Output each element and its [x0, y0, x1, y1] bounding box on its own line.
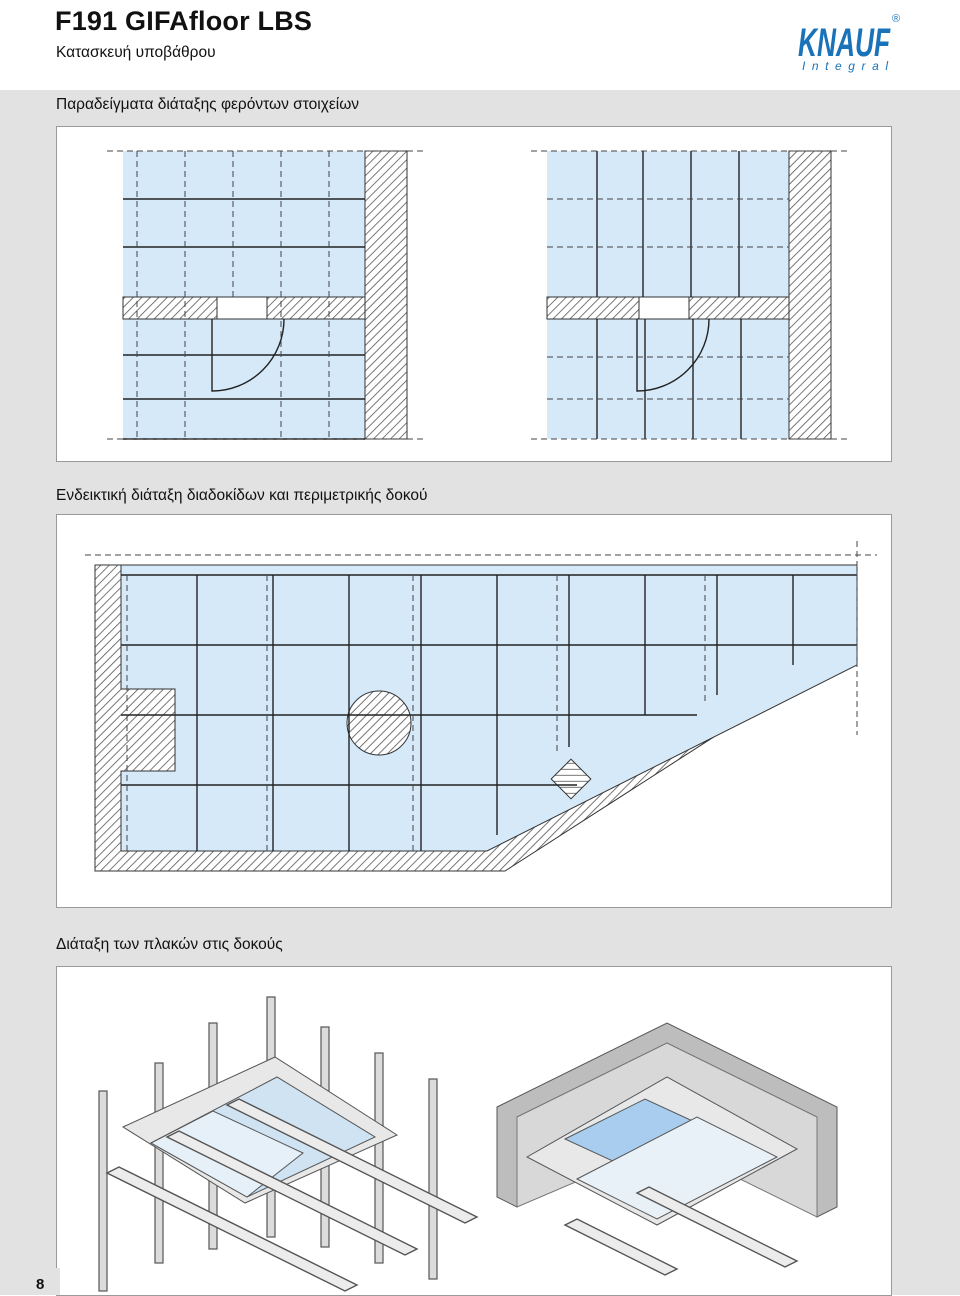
layout-example-right: [531, 151, 847, 439]
document-title: F191 GIFAfloor LBS: [55, 6, 313, 36]
joist-plan: [85, 541, 877, 871]
page-number: 8: [36, 1276, 45, 1293]
layout-example-left: [107, 151, 427, 439]
document-subtitle: Κατασκευή υποβάθρου: [56, 44, 216, 61]
section-title-load-bearing: Παραδείγματα διάταξης φερόντων στοιχείων: [56, 96, 360, 113]
registered-mark: ®: [892, 13, 901, 25]
logo-tagline: Integral: [802, 59, 888, 73]
page-content: [0, 90, 960, 1295]
section-title-board-arrangement: Διάταξη των πλακών στις δοκούς: [56, 936, 283, 953]
page-header: [0, 0, 960, 90]
layout-examples-panel: [56, 126, 892, 462]
joist-layout-panel: [56, 514, 892, 908]
knauf-logo: [792, 4, 904, 74]
isometric-steel-frame: [99, 997, 477, 1291]
section-title-joist-layout: Ενδεικτική διάταξη διαδοκίδων και περιμετρικής δοκού: [56, 487, 428, 504]
isometric-concrete-room: [497, 1023, 837, 1275]
board-arrangement-panel: [56, 966, 892, 1296]
logo-wordmark: KNAUF: [798, 21, 892, 65]
page-number-tab: [30, 1268, 60, 1295]
